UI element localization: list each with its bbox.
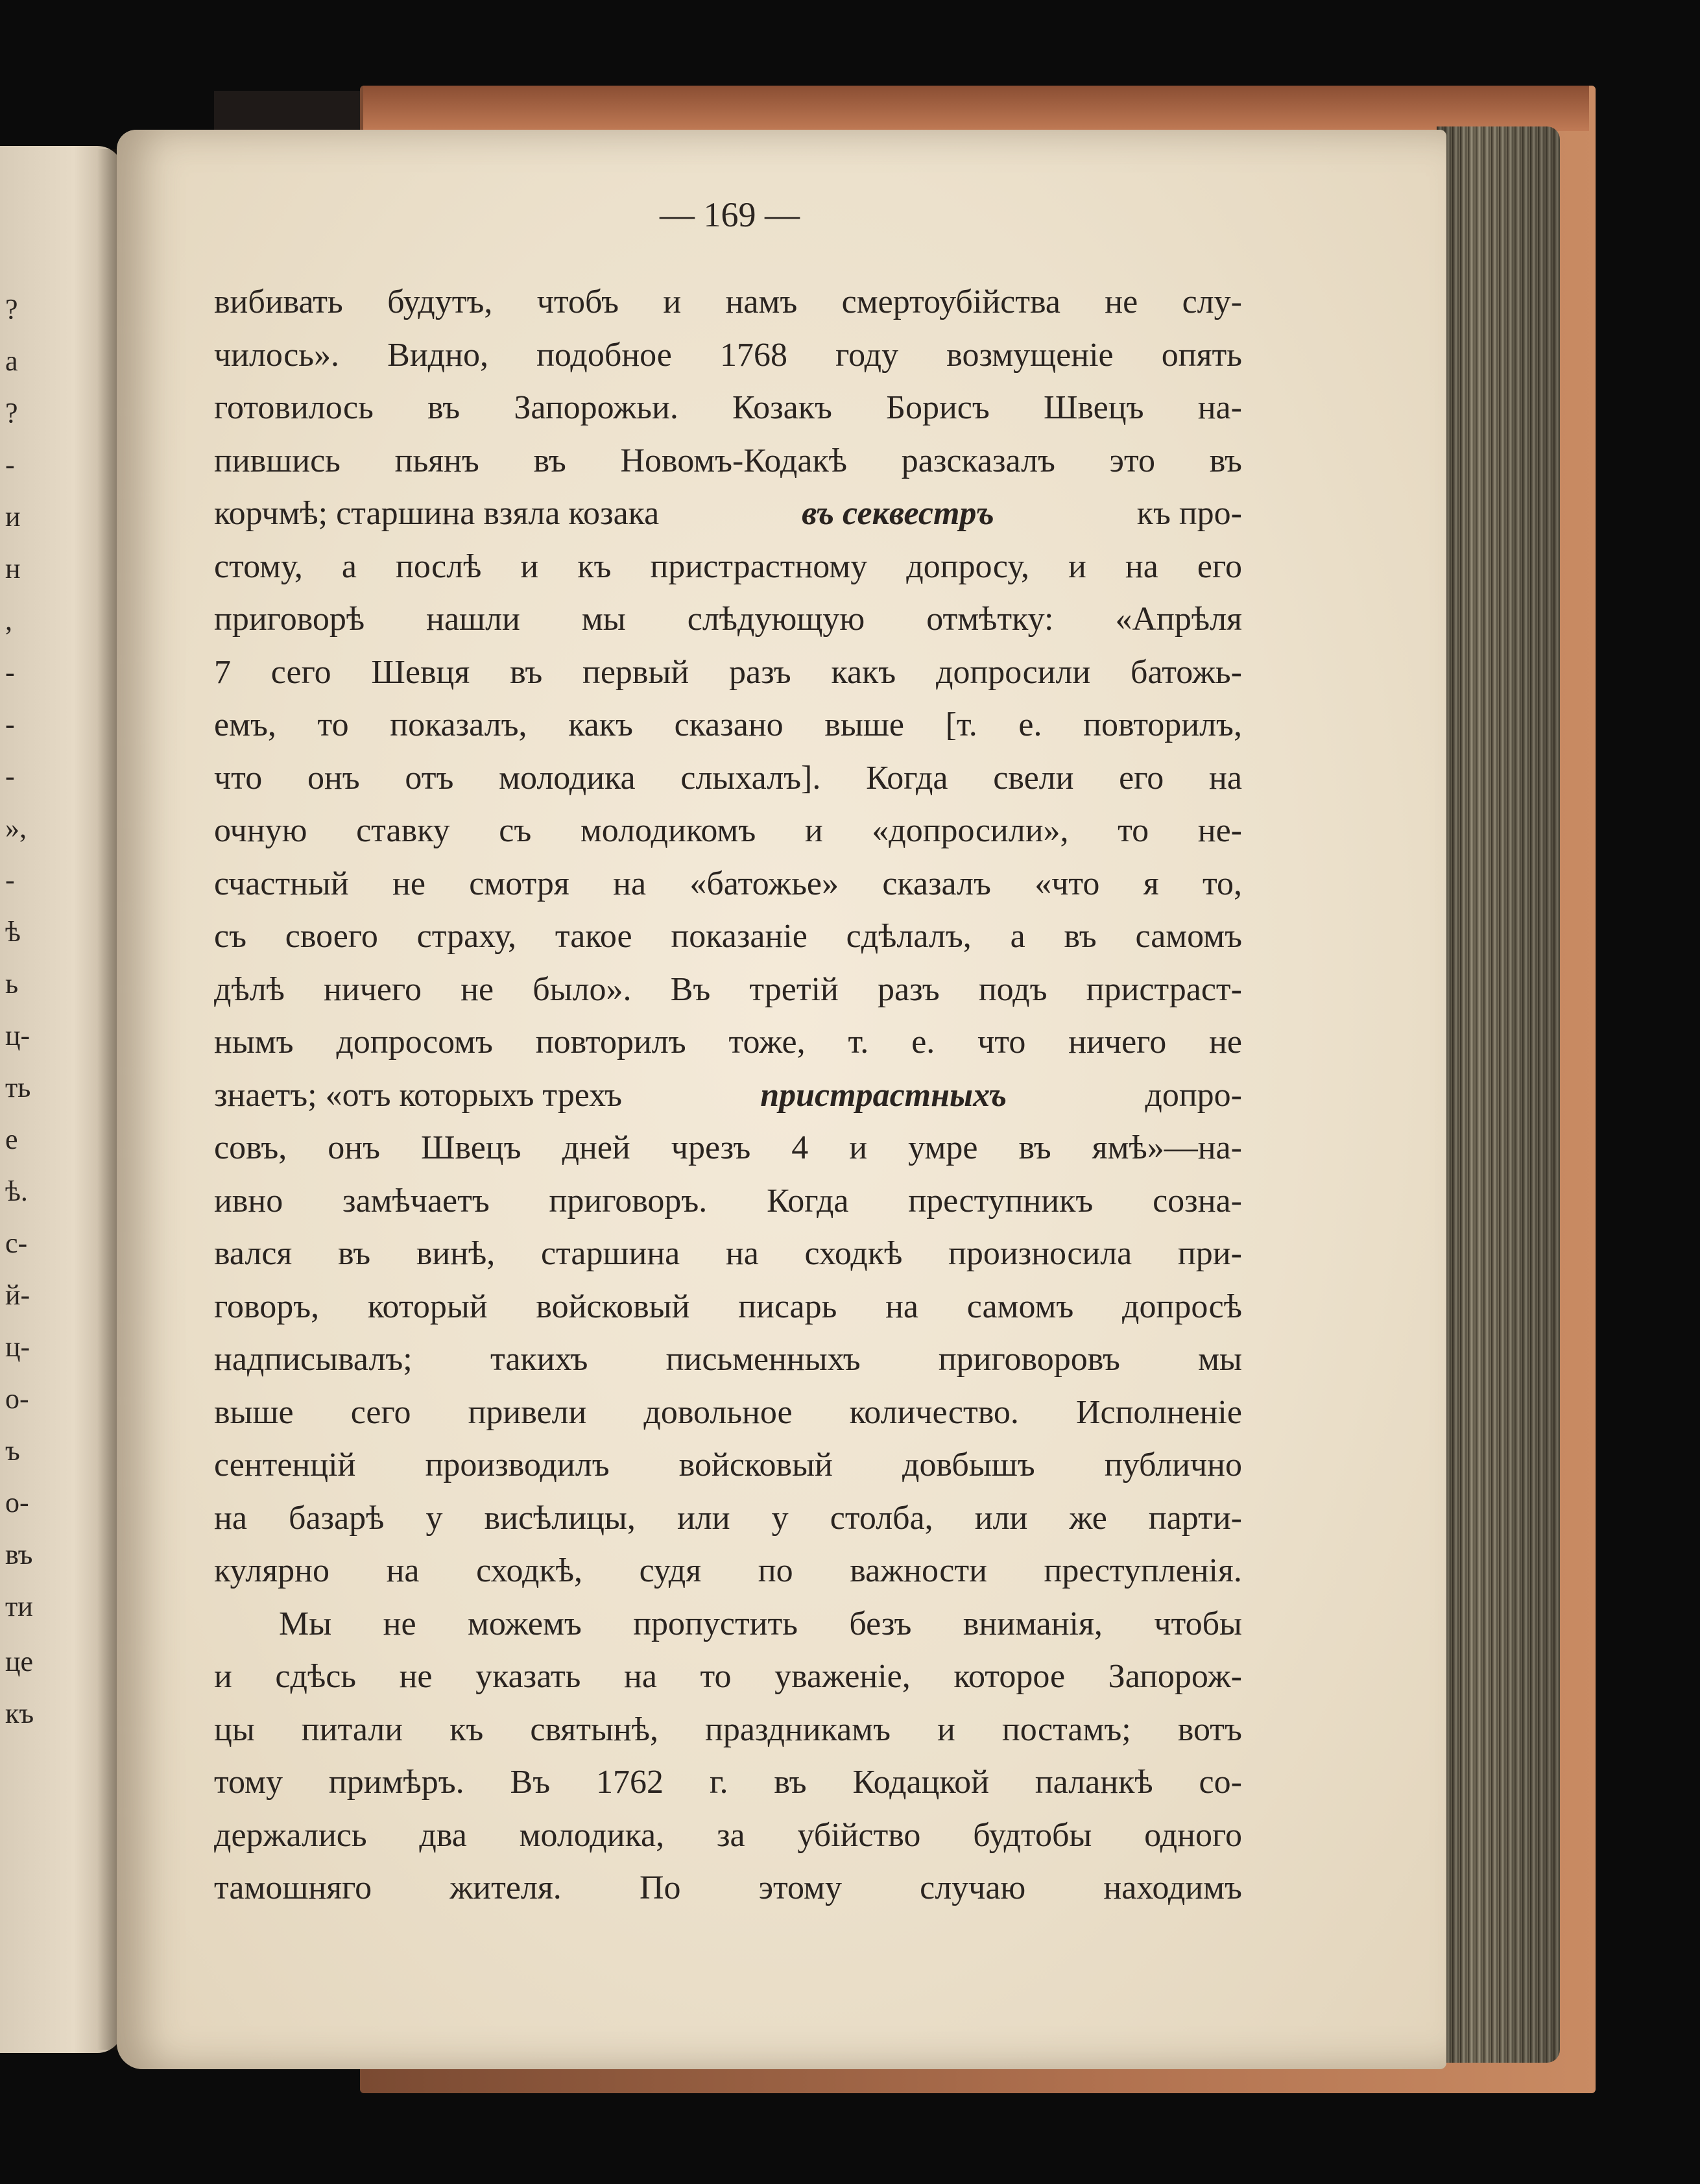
- word: Швецъ: [421, 1129, 521, 1167]
- word: въ: [338, 1235, 371, 1273]
- left-page-fragment: ц-: [5, 1331, 30, 1363]
- word: умре: [908, 1129, 978, 1167]
- word: замѣчаетъ: [342, 1182, 490, 1219]
- word: «допросили»,: [872, 812, 1069, 850]
- word: уваженіе,: [774, 1658, 911, 1696]
- word: пившись: [214, 442, 341, 479]
- word: приговорѣ: [214, 601, 365, 638]
- word: сказалъ: [882, 865, 991, 902]
- word: отмѣтку:: [926, 601, 1054, 638]
- word: «Апрѣля: [1115, 601, 1242, 638]
- word: стому,: [214, 547, 303, 585]
- word: Въ: [510, 1764, 551, 1801]
- word: приговоровъ: [938, 1341, 1120, 1378]
- word: произносила: [948, 1235, 1132, 1273]
- word: не: [1209, 1024, 1242, 1061]
- word: слу-: [1182, 283, 1242, 321]
- word: у: [425, 1499, 443, 1537]
- word: 1762: [596, 1764, 664, 1801]
- word: слѣдующую: [687, 601, 865, 638]
- word: при-: [1177, 1235, 1242, 1273]
- word: и: [520, 547, 539, 585]
- left-page-fragment: ь: [5, 968, 19, 1000]
- word: пропустить: [633, 1605, 798, 1642]
- word: постамъ;: [1001, 1710, 1131, 1748]
- word: и: [214, 1658, 232, 1696]
- word: Исполненіе: [1075, 1393, 1242, 1431]
- word: Козакъ: [732, 389, 832, 427]
- word: тамошняго: [214, 1869, 372, 1907]
- left-page-fragment: ти: [5, 1590, 33, 1622]
- word: вниманія,: [963, 1605, 1103, 1642]
- word: писарь: [738, 1288, 837, 1325]
- word: же: [1069, 1499, 1107, 1537]
- text-line: [214, 1598, 1242, 1651]
- word: письменныхъ: [665, 1341, 861, 1378]
- word: [т.: [945, 706, 977, 744]
- left-page-fragment: »,: [5, 812, 27, 844]
- word: надписывалъ;: [214, 1341, 413, 1378]
- word: случаю: [920, 1869, 1026, 1907]
- word: готовилось: [214, 389, 374, 427]
- word: мы: [581, 601, 626, 638]
- word: 4: [791, 1129, 809, 1167]
- left-page-fragment: ѣ.: [5, 1175, 28, 1207]
- word: въ: [1209, 442, 1242, 479]
- left-page-fragment: ?: [5, 293, 18, 325]
- word: своего: [285, 918, 378, 955]
- word: Запорож-: [1108, 1658, 1242, 1696]
- word: находимъ: [1103, 1869, 1242, 1907]
- text-line: [214, 487, 1242, 540]
- word: батожь-: [1131, 653, 1242, 691]
- word: праздникамъ: [704, 1710, 891, 1748]
- word: приговоръ.: [549, 1182, 708, 1219]
- word: этому: [758, 1869, 842, 1907]
- text-line: [214, 1227, 1242, 1280]
- word: или: [676, 1499, 730, 1537]
- word: Когда: [866, 759, 948, 797]
- text-line: [214, 1280, 1242, 1334]
- page-number: — 169 —: [660, 195, 800, 234]
- left-page-fragment: с-: [5, 1227, 28, 1259]
- word: по: [758, 1552, 793, 1590]
- word: важности: [850, 1552, 987, 1590]
- text-line: [214, 1069, 1242, 1122]
- word: на-: [1197, 389, 1242, 427]
- word: я: [1143, 865, 1159, 902]
- italic-phrase: въ секвестръ: [802, 495, 994, 533]
- word: это: [1109, 442, 1156, 479]
- word: питали: [301, 1710, 403, 1748]
- text-segment: знаетъ; «отъ которыхъ трехъ: [214, 1076, 623, 1114]
- word: какъ: [831, 653, 896, 691]
- word: смертоубійства: [841, 283, 1060, 321]
- text-line: [214, 1016, 1242, 1069]
- word: винѣ,: [416, 1235, 496, 1273]
- word: сходкѣ,: [476, 1552, 583, 1590]
- text-line: [214, 1122, 1242, 1175]
- word: висѣлицы,: [484, 1499, 636, 1537]
- word: выше: [824, 706, 904, 744]
- word: допросомъ: [336, 1024, 493, 1061]
- word: что: [214, 759, 263, 797]
- left-page-fragment: о-: [5, 1383, 29, 1415]
- word: показалъ,: [390, 706, 527, 744]
- word: а: [1010, 918, 1025, 955]
- word: его: [1119, 759, 1164, 797]
- word: къ: [577, 547, 612, 585]
- text-line: [214, 646, 1242, 699]
- word: святынѣ,: [530, 1710, 658, 1748]
- left-page-fragment: въ: [5, 1539, 33, 1570]
- body-text: [214, 276, 1242, 1915]
- word: съ: [499, 812, 532, 850]
- word: на: [386, 1552, 420, 1590]
- word: базарѣ: [289, 1499, 385, 1537]
- word: сентенцій: [214, 1446, 356, 1484]
- word: указать: [475, 1658, 581, 1696]
- word: который: [367, 1288, 488, 1325]
- word: чрезъ: [671, 1129, 751, 1167]
- left-page-fragment: ѣ: [5, 916, 21, 948]
- word: Борисъ: [886, 389, 990, 427]
- word: не: [1105, 283, 1138, 321]
- left-page-fragment: е: [5, 1123, 18, 1155]
- word: возмущеніе: [946, 336, 1114, 374]
- word: безъ: [849, 1605, 912, 1642]
- word: Шевця: [371, 653, 470, 691]
- text-line: [214, 1809, 1242, 1862]
- word: совъ,: [214, 1129, 287, 1167]
- word: войсковый: [536, 1288, 690, 1325]
- text-line: [214, 1703, 1242, 1757]
- word: на: [214, 1499, 247, 1537]
- word: сходкѣ: [804, 1235, 903, 1273]
- word: мы: [1198, 1341, 1242, 1378]
- word: то: [317, 706, 349, 744]
- book-cover-top-edge: [363, 86, 1589, 131]
- word: сказано: [674, 706, 784, 744]
- word: дѣлѣ: [214, 970, 285, 1008]
- word: публично: [1104, 1446, 1242, 1484]
- word: чилось».: [214, 336, 340, 374]
- word: и: [1068, 547, 1086, 585]
- left-page-fragment: н: [5, 553, 21, 584]
- text-line: [214, 699, 1242, 752]
- word: отъ: [405, 759, 454, 797]
- text-line: [214, 1439, 1242, 1492]
- word: тоже,: [728, 1024, 806, 1061]
- word: на: [885, 1288, 919, 1325]
- word: или: [974, 1499, 1028, 1537]
- word: свели: [993, 759, 1074, 797]
- word: на: [613, 865, 647, 902]
- word: держались: [214, 1816, 367, 1854]
- italic-phrase: пристрастныхъ: [760, 1076, 1007, 1114]
- left-page-fragment: о-: [5, 1487, 29, 1518]
- word: «что: [1035, 865, 1100, 902]
- word: выше: [214, 1393, 294, 1431]
- word: счастный: [214, 865, 349, 902]
- word: за: [716, 1816, 745, 1854]
- text-line: [214, 1650, 1242, 1703]
- word: чтобы: [1154, 1605, 1242, 1642]
- text-line: [214, 1386, 1242, 1439]
- left-page-fragment: -: [5, 656, 15, 688]
- left-page-fragment: -: [5, 760, 15, 792]
- word: паланкѣ: [1035, 1764, 1153, 1801]
- word: преступленія.: [1044, 1552, 1242, 1590]
- word: на: [1209, 759, 1242, 797]
- word: По: [639, 1869, 681, 1907]
- word: послѣ: [396, 547, 482, 585]
- word: молодика: [499, 759, 636, 797]
- word: кулярно: [214, 1552, 329, 1590]
- word: Запорожьи.: [514, 389, 678, 427]
- text-line: [214, 858, 1242, 911]
- word: въ: [1064, 918, 1097, 955]
- word: довбышъ: [902, 1446, 1035, 1484]
- word: подъ: [978, 970, 1048, 1008]
- text-line: [214, 1544, 1242, 1598]
- word: со-: [1199, 1764, 1242, 1801]
- word: говоръ,: [214, 1288, 320, 1325]
- word: не-: [1197, 812, 1242, 850]
- word: т.: [848, 1024, 869, 1061]
- word: ничего: [324, 970, 422, 1008]
- text-line: [214, 1862, 1242, 1915]
- left-page-fragment: ть: [5, 1072, 31, 1103]
- word: 7: [214, 653, 231, 691]
- text-segment: къ про-: [1136, 495, 1242, 533]
- word: будутъ,: [387, 283, 493, 321]
- word: допросили: [935, 653, 1091, 691]
- word: преступникъ: [908, 1182, 1094, 1219]
- left-page-fragment: a: [5, 345, 18, 377]
- left-page-fragment: къ: [5, 1698, 34, 1729]
- left-page-fragment: ъ: [5, 1435, 20, 1467]
- word: сего: [350, 1393, 411, 1431]
- word: пристрастному: [650, 547, 868, 585]
- word: созна-: [1153, 1182, 1242, 1219]
- word: войсковый: [678, 1446, 833, 1484]
- word: производилъ: [425, 1446, 610, 1484]
- word: было».: [533, 970, 632, 1008]
- word: ничего: [1068, 1024, 1167, 1061]
- word: цы: [214, 1710, 255, 1748]
- text-line: [214, 1492, 1242, 1545]
- text-segment: допро-: [1145, 1076, 1242, 1114]
- word: довольное: [643, 1393, 793, 1431]
- word: онъ: [307, 759, 360, 797]
- word: Мы: [279, 1605, 332, 1642]
- left-page-fragment: ?: [5, 397, 18, 429]
- word: подобное: [536, 336, 672, 374]
- word: и: [663, 283, 682, 321]
- word: и: [849, 1129, 868, 1167]
- word: какъ: [568, 706, 633, 744]
- left-page-fragment: -: [5, 864, 15, 896]
- word: повторилъ: [535, 1024, 686, 1061]
- word: повторилъ,: [1083, 706, 1242, 744]
- word: на: [623, 1658, 657, 1696]
- word: на: [1125, 547, 1158, 585]
- word: и: [804, 812, 823, 850]
- word: первый: [582, 653, 689, 691]
- word: то: [1118, 812, 1149, 850]
- word: молодика,: [519, 1816, 665, 1854]
- word: не: [399, 1658, 433, 1696]
- word: одного: [1144, 1816, 1242, 1854]
- word: вибивать: [214, 283, 343, 321]
- word: е.: [1018, 706, 1042, 744]
- word: чтобъ: [536, 283, 619, 321]
- word: въ: [533, 442, 566, 479]
- word: старшина: [540, 1235, 680, 1273]
- word: Кодацкой: [852, 1764, 989, 1801]
- left-page-fragment: и: [5, 501, 21, 533]
- word: столба,: [830, 1499, 933, 1537]
- word: допросѣ: [1122, 1288, 1242, 1325]
- word: разъ: [878, 970, 940, 1008]
- word: пьянъ: [394, 442, 479, 479]
- word: слыхалъ].: [680, 759, 821, 797]
- word: можемъ: [468, 1605, 582, 1642]
- word: смотря: [469, 865, 569, 902]
- word: ямѣ»—на-: [1092, 1129, 1242, 1167]
- text-line: [214, 593, 1242, 646]
- word: разъ: [729, 653, 791, 691]
- left-page-fragment: ц-: [5, 1020, 30, 1051]
- word: е.: [911, 1024, 935, 1061]
- left-page-fragment: -: [5, 449, 15, 481]
- word: къ: [449, 1710, 484, 1748]
- word: вался: [214, 1235, 293, 1273]
- text-line: [214, 910, 1242, 963]
- word: разсказалъ: [901, 442, 1055, 479]
- word: у: [771, 1499, 789, 1537]
- word: Новомъ-Кодакѣ: [620, 442, 847, 479]
- text-line: [214, 804, 1242, 858]
- left-page-fragment: -: [5, 708, 15, 740]
- text-line: [214, 1333, 1242, 1386]
- word: будтобы: [973, 1816, 1092, 1854]
- text-line: [214, 752, 1242, 805]
- text-segment: корчмѣ; старшина взяла козака: [214, 495, 660, 533]
- word: самомъ: [966, 1288, 1074, 1325]
- left-page-fragment: й-: [5, 1279, 30, 1311]
- text-line: [214, 329, 1242, 382]
- word: то,: [1202, 865, 1242, 902]
- word: убійство: [797, 1816, 921, 1854]
- word: году: [835, 336, 899, 374]
- word: сдѣсь: [275, 1658, 356, 1696]
- fore-edge-shading: [1437, 126, 1560, 2063]
- word: а: [341, 547, 357, 585]
- word: нымъ: [214, 1024, 294, 1061]
- word: жителя.: [449, 1869, 562, 1907]
- word: въ: [774, 1764, 807, 1801]
- word: дней: [562, 1129, 630, 1167]
- word: такихъ: [490, 1341, 588, 1378]
- word: которое: [953, 1658, 1066, 1696]
- word: нашли: [426, 601, 520, 638]
- word: емъ,: [214, 706, 276, 744]
- word: на: [725, 1235, 759, 1273]
- word: «батожье»: [689, 865, 839, 902]
- word: парти-: [1148, 1499, 1242, 1537]
- left-page-fragment: ,: [5, 605, 12, 636]
- word: самомъ: [1135, 918, 1242, 955]
- word: показаніе: [671, 918, 808, 955]
- word: и: [937, 1710, 955, 1748]
- word: 1768: [720, 336, 787, 374]
- word: судя: [639, 1552, 702, 1590]
- word: г.: [709, 1764, 728, 1801]
- word: не: [383, 1605, 416, 1642]
- word: то: [700, 1658, 732, 1696]
- word: такое: [555, 918, 632, 955]
- word: въ: [427, 389, 461, 427]
- text-line: [214, 381, 1242, 435]
- word: опять: [1161, 336, 1242, 374]
- word: въ: [1018, 1129, 1051, 1167]
- word: Видно,: [387, 336, 488, 374]
- word: его: [1197, 547, 1242, 585]
- text-line: [214, 435, 1242, 488]
- word: не: [461, 970, 494, 1008]
- word: въ: [510, 653, 543, 691]
- word: ставку: [356, 812, 450, 850]
- word: третій: [749, 970, 839, 1008]
- word: два: [419, 1816, 467, 1854]
- word: вотъ: [1177, 1710, 1242, 1748]
- word: очную: [214, 812, 307, 850]
- word: съ: [214, 918, 246, 955]
- left-page-fragment: це: [5, 1646, 34, 1677]
- word: Швецъ: [1043, 389, 1144, 427]
- word: пристраст-: [1086, 970, 1242, 1008]
- word: привели: [468, 1393, 587, 1431]
- word: тому: [214, 1764, 283, 1801]
- word: допросу,: [906, 547, 1030, 585]
- word: что: [977, 1024, 1026, 1061]
- text-line: [214, 963, 1242, 1016]
- word: не: [392, 865, 425, 902]
- word: ивно: [214, 1182, 283, 1219]
- word: страху,: [416, 918, 516, 955]
- text-line: [214, 1175, 1242, 1228]
- word: онъ: [328, 1129, 380, 1167]
- word: количество.: [849, 1393, 1019, 1431]
- text-line: [214, 1756, 1242, 1809]
- text-line: [214, 540, 1242, 594]
- word: Въ: [670, 970, 711, 1008]
- word: примѣръ.: [328, 1764, 464, 1801]
- text-line: [214, 276, 1242, 329]
- word: сего: [270, 653, 331, 691]
- word: молодикомъ: [580, 812, 756, 850]
- word: намъ: [725, 283, 798, 321]
- word: Когда: [767, 1182, 849, 1219]
- word: сдѣлалъ,: [846, 918, 972, 955]
